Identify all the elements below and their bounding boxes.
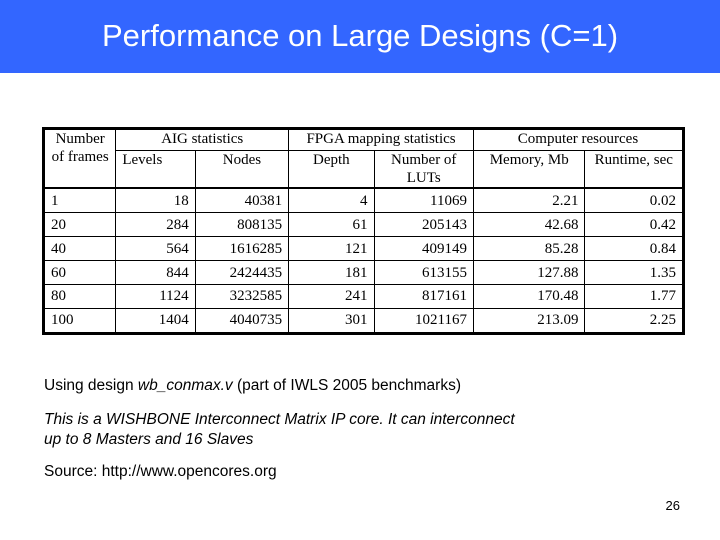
table-cell: 60: [45, 261, 116, 285]
table-cell: 3232585: [195, 284, 288, 308]
table-cell: 11069: [374, 188, 473, 213]
table-cell: 61: [289, 213, 374, 237]
table-cell: 20: [45, 213, 116, 237]
table-cell: 121: [289, 237, 374, 261]
core-description: This is a WISHBONE Interconnect Matrix IP core. It can interconnect up to 8 Masters and 16 Slaves: [44, 411, 515, 448]
table-cell: 1404: [116, 308, 195, 332]
table-cell: 301: [289, 308, 374, 332]
table-cell: 0.84: [585, 237, 683, 261]
table-cell: 409149: [374, 237, 473, 261]
table-cell: 2.21: [473, 188, 585, 213]
table-row: [45, 308, 683, 332]
table-cell: 80: [45, 284, 116, 308]
table-cell: 2.25: [585, 308, 683, 332]
design-file-name: wb_conmax.v: [137, 377, 233, 394]
table-cell: 2424435: [195, 261, 288, 285]
table-cell: 0.02: [585, 188, 683, 213]
results-table-grid: [44, 129, 683, 333]
table-cell: 817161: [374, 284, 473, 308]
table-cell: 100: [45, 308, 116, 332]
header-nodes: Nodes: [195, 151, 288, 189]
table-cell: 1.35: [585, 261, 683, 285]
table-cell: 127.88: [473, 261, 585, 285]
header-computer-resources: Computer resources: [473, 130, 682, 151]
slide-title: Performance on Large Designs (C=1): [101, 18, 619, 53]
table-row: [45, 188, 683, 213]
table-cell: 4: [289, 188, 374, 213]
table-cell: 205143: [374, 213, 473, 237]
table-cell: 170.48: [473, 284, 585, 308]
page-number: 26: [665, 498, 680, 513]
design-prefix: Using design: [44, 377, 138, 394]
table-cell: 1021167: [374, 308, 473, 332]
table-cell: 1.77: [585, 284, 683, 308]
header-depth: Depth: [289, 151, 374, 189]
header-number-of-frames: Number of frames: [45, 130, 116, 189]
table-cell: 1616285: [195, 237, 288, 261]
table-cell: 85.28: [473, 237, 585, 261]
table-cell: 1: [45, 188, 116, 213]
header-number-of-luts: Number of LUTs: [374, 151, 473, 189]
table-cell: 40381: [195, 188, 288, 213]
header-levels: Levels: [116, 151, 195, 189]
header-memory: Memory, Mb: [473, 151, 585, 189]
design-description: [44, 376, 461, 396]
table-cell: 564: [116, 237, 195, 261]
table-row: [45, 237, 683, 261]
table-cell: 808135: [195, 213, 288, 237]
header-aig-statistics: AIG statistics: [116, 130, 289, 151]
table-body: [45, 188, 683, 333]
table-cell: 1124: [116, 284, 195, 308]
table-cell: 4040735: [195, 308, 288, 332]
header-fpga-mapping-statistics: FPGA mapping statistics: [289, 130, 474, 151]
table-cell: 213.09: [473, 308, 585, 332]
table-cell: 284: [116, 213, 195, 237]
table-cell: 18: [116, 188, 195, 213]
table-row: [45, 261, 683, 285]
table-cell: 844: [116, 261, 195, 285]
design-suffix: (part of IWLS 2005 benchmarks): [232, 377, 461, 394]
results-table: [42, 127, 685, 335]
table-cell: 42.68: [473, 213, 585, 237]
source-line: Source: http://www.opencores.org: [44, 463, 277, 480]
table-row: [45, 213, 683, 237]
table-cell: 0.42: [585, 213, 683, 237]
table-cell: 181: [289, 261, 374, 285]
table-cell: 40: [45, 237, 116, 261]
table-row: [45, 284, 683, 308]
header-runtime: Runtime, sec: [585, 151, 683, 189]
table-cell: 613155: [374, 261, 473, 285]
table-cell: 241: [289, 284, 374, 308]
